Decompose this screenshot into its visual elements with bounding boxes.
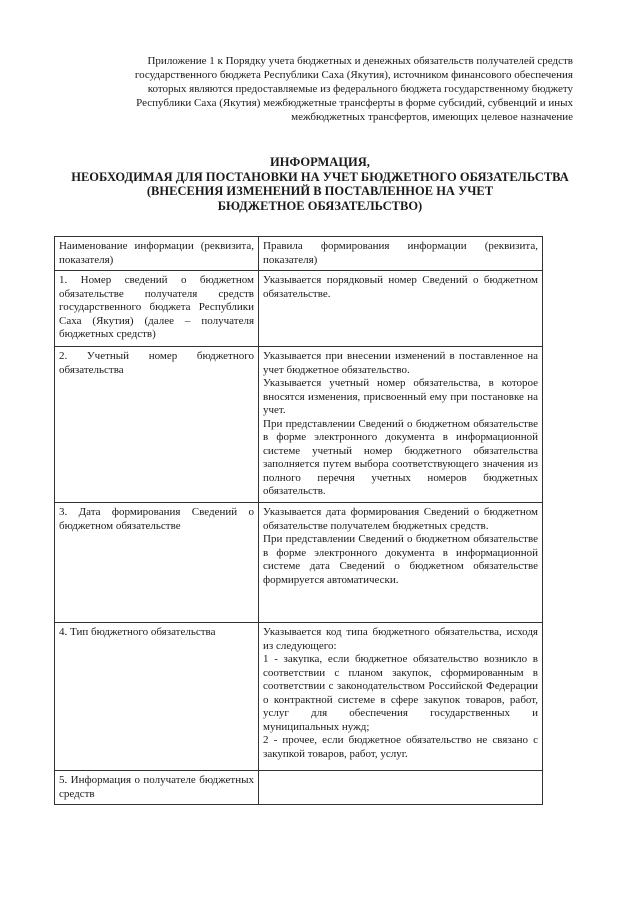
appendix-line: Республики Саха (Якутия) межбюджетные трансферты в форме субсидий, субвенций и иных (136, 97, 573, 109)
row-rule-cell (259, 503, 543, 623)
appendix-line: межбюджетных трансфертов, имеющих целевое назначение (291, 111, 573, 123)
table-row (55, 347, 543, 503)
table-row (55, 271, 543, 347)
header-cell-rules: Правила формирования информации (реквизита, показателя) (259, 237, 543, 271)
rule-paragraph: Указывается учетный номер обязательства, в которое вносятся изменения, присвоенный ему при постановке на учет. (263, 377, 538, 416)
title-line: (ВНЕСЕНИЯ ИЗМЕНЕНИЙ В ПОСТАВЛЕННОЕ НА УЧЕТ (146, 184, 494, 198)
row-name-cell: 2. Учетный номер бюджетного обязательства (55, 347, 259, 503)
row-name-cell: 1. Номер сведений о бюджетном обязательстве получателя средств государственного бюджета Республики Саха (Якутия) (далее – получателя бюджетных средств) (55, 271, 259, 347)
row-name-cell: 4. Тип бюджетного обязательства (55, 623, 259, 771)
appendix-line: государственного бюджета Республики Саха (Якутия), источником финансового обеспечения (134, 69, 573, 81)
table-row (55, 623, 543, 771)
rule-paragraph: Указывается дата формирования Сведений о бюджетном обязательстве получателем бюджетных средств. (263, 506, 538, 532)
row-name-cell: 3. Дата формирования Сведений о бюджетном обязательстве (55, 503, 259, 623)
title-line: НЕОБХОДИМАЯ ДЛЯ ПОСТАНОВКИ НА УЧЕТ БЮДЖЕТНОГО ОБЯЗАТЕЛЬСТВА (71, 169, 569, 184)
table-row (55, 503, 543, 623)
row-rule-cell (259, 623, 543, 771)
rule-paragraph: При представлении Сведений о бюджетном обязательстве в форме электронного документа в информационной системе дата Сведений о бюджетном обязательстве формируется автоматически. (263, 533, 538, 586)
appendix-line: Приложение 1 к Порядку учета бюджетных и денежных обязательств получателей средств (147, 55, 573, 67)
rule-paragraph: При представлении Сведений о бюджетном обязательстве в форме электронного документа в информационной системе учетный номер бюджетного обязательства заполняется путем выбора соответствующего значения из полного перечня учетных номеров бюджетных обязательств. (263, 417, 538, 497)
row-rule-cell (259, 271, 543, 347)
rule-paragraph: Указывается порядковый номер Сведений о бюджетном обязательстве. (263, 274, 538, 300)
document-title (40, 155, 600, 213)
rule-paragraph: 1 - закупка, если бюджетное обязательство возникло в соответствии с планом закупок, сформированным в соответствии с законодательством Российской Федерации о контрактной системе в сфере закупок товаров, работ, услуг для обеспечения государственных и муниципальных нужд; (263, 653, 538, 733)
row-rule-cell (259, 771, 543, 805)
title-line: БЮДЖЕТНОЕ ОБЯЗАТЕЛЬСТВО) (217, 198, 423, 213)
rule-paragraph: 2 - прочее, если бюджетное обязательство не связано с закупкой товаров, работ, услуг. (263, 734, 538, 760)
row-name-cell: 5. Информация о получателе бюджетных средств (55, 771, 259, 805)
rule-paragraph: Указывается код типа бюджетного обязательства, исходя из следующего: (263, 626, 538, 652)
appendix-line: которых являются предоставляемые из федерального бюджета государственному бюджету (147, 83, 573, 95)
table-row (55, 771, 543, 805)
row-rule-cell (259, 347, 543, 503)
appendix-note (95, 54, 573, 124)
information-table (54, 236, 543, 805)
header-cell-name: Наименование информации (реквизита, показателя) (55, 237, 259, 271)
title-line: ИНФОРМАЦИЯ, (270, 155, 370, 169)
rule-paragraph: Указывается при внесении изменений в поставленное на учет бюджетное обязательство. (263, 350, 538, 376)
table-header-row (55, 237, 543, 271)
